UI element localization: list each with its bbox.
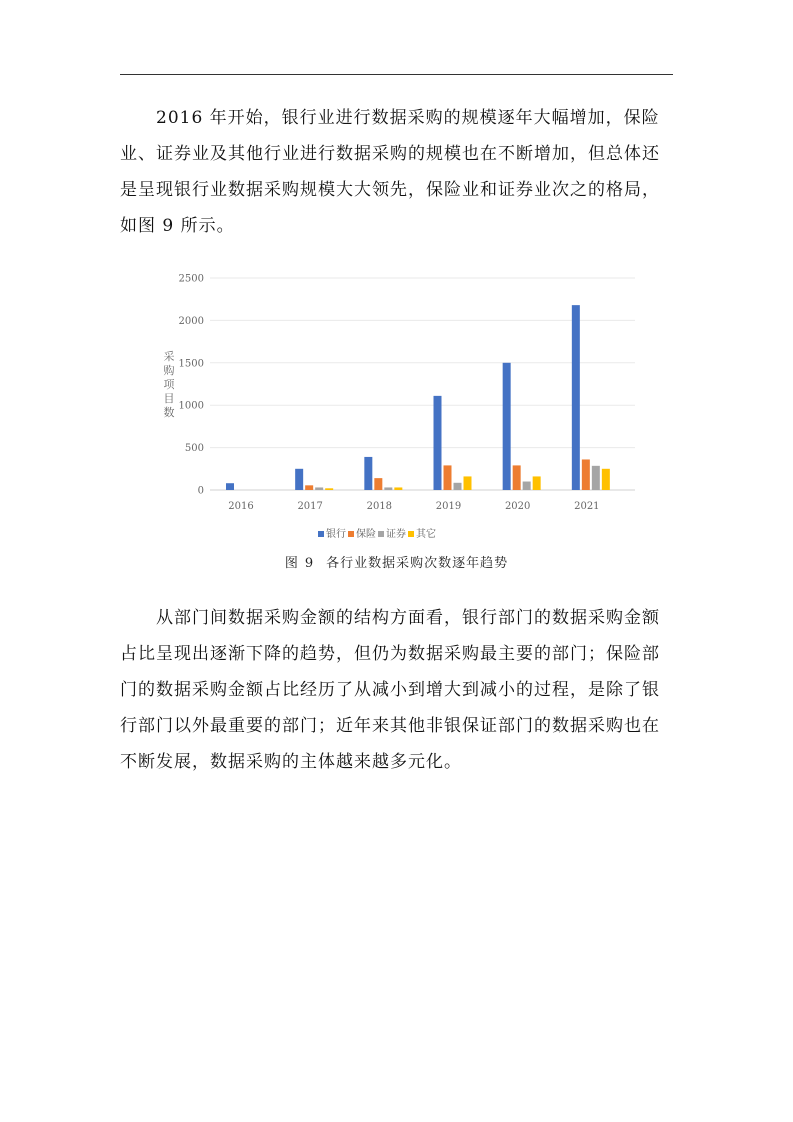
y-tick-label: 2500 (178, 273, 204, 285)
bar (394, 487, 402, 490)
legend-label: 其它 (416, 529, 436, 540)
bar (315, 487, 323, 490)
y-tick-label: 500 (184, 443, 204, 455)
bar (582, 459, 590, 490)
bar (305, 485, 313, 490)
x-tick-label: 2019 (435, 501, 462, 512)
legend-item (318, 525, 346, 540)
bar-chart (160, 268, 640, 548)
x-tick-label: 2017 (297, 501, 323, 512)
bar (513, 465, 521, 490)
legend-item (408, 525, 436, 540)
legend-swatch (318, 531, 324, 537)
x-tick-label: 2020 (504, 501, 531, 512)
bar (295, 469, 303, 490)
y-tick-label: 2000 (178, 315, 204, 327)
y-tick-label: 1000 (178, 400, 204, 412)
chart-legend (318, 525, 438, 540)
bar-chart-svg (160, 268, 640, 548)
bar (602, 469, 610, 490)
x-tick-label: 2018 (366, 501, 393, 512)
x-tick-label: 2016 (228, 501, 254, 512)
bar (226, 483, 234, 490)
legend-label: 证券 (386, 529, 406, 540)
legend-label: 银行 (326, 529, 346, 540)
paragraph-line: 行部门以外最重要的部门；近年来其他非银保证部门的数据采购也在 (120, 716, 660, 736)
header-rule (120, 74, 673, 75)
caption-number: 9 (304, 556, 315, 571)
legend-swatch (378, 531, 384, 537)
bar (325, 488, 333, 490)
bar (533, 476, 541, 490)
figure-caption (0, 552, 793, 571)
paragraph-intro (120, 100, 673, 244)
paragraph-analysis (120, 600, 673, 780)
paragraph-line: 从部门间数据采购金额的结构方面看，银行部门的数据采购金额 (156, 608, 660, 628)
legend-swatch (348, 531, 354, 537)
y-axis-label: 采购项目数 (163, 350, 175, 419)
paragraph-line: 是呈现银行业数据采购规模大大领先，保险业和证券业次之的格局， (120, 180, 660, 200)
bar (464, 476, 472, 490)
bar (503, 363, 511, 490)
paragraph-line: 门的数据采购金额占比经历了从减小到增大到减小的过程，是除了银 (120, 680, 660, 700)
paragraph-line: 如图 9 所示。 (120, 216, 235, 236)
paragraph-line: 不断发展，数据采购的主体越来越多元化。 (120, 752, 462, 772)
bar (434, 396, 442, 490)
bar (374, 478, 382, 490)
legend-swatch (408, 531, 414, 537)
paragraph-line: 业、证券业及其他行业进行数据采购的规模也在不断增加，但总体还 (120, 144, 660, 164)
paragraph-line: 2016 年开始，银行业进行数据采购的规模逐年大幅增加，保险 (156, 108, 660, 128)
x-tick-label: 2021 (574, 501, 600, 512)
bar (592, 466, 600, 490)
paragraph-line: 占比呈现出逐渐下降的趋势，但仍为数据采购最主要的部门；保险部 (120, 644, 660, 664)
bar (444, 465, 452, 490)
legend-item (378, 525, 406, 540)
bar (384, 487, 392, 490)
bar (454, 483, 462, 490)
bar (364, 457, 372, 490)
y-tick-label: 0 (197, 485, 204, 497)
caption-label: 图 (284, 556, 299, 571)
legend-item (348, 525, 376, 540)
bar (572, 305, 580, 490)
y-tick-label: 1500 (178, 358, 204, 370)
caption-text: 各行业数据采购次数逐年趋势 (326, 556, 509, 571)
legend-label: 保险 (356, 529, 376, 540)
bar (523, 482, 531, 490)
